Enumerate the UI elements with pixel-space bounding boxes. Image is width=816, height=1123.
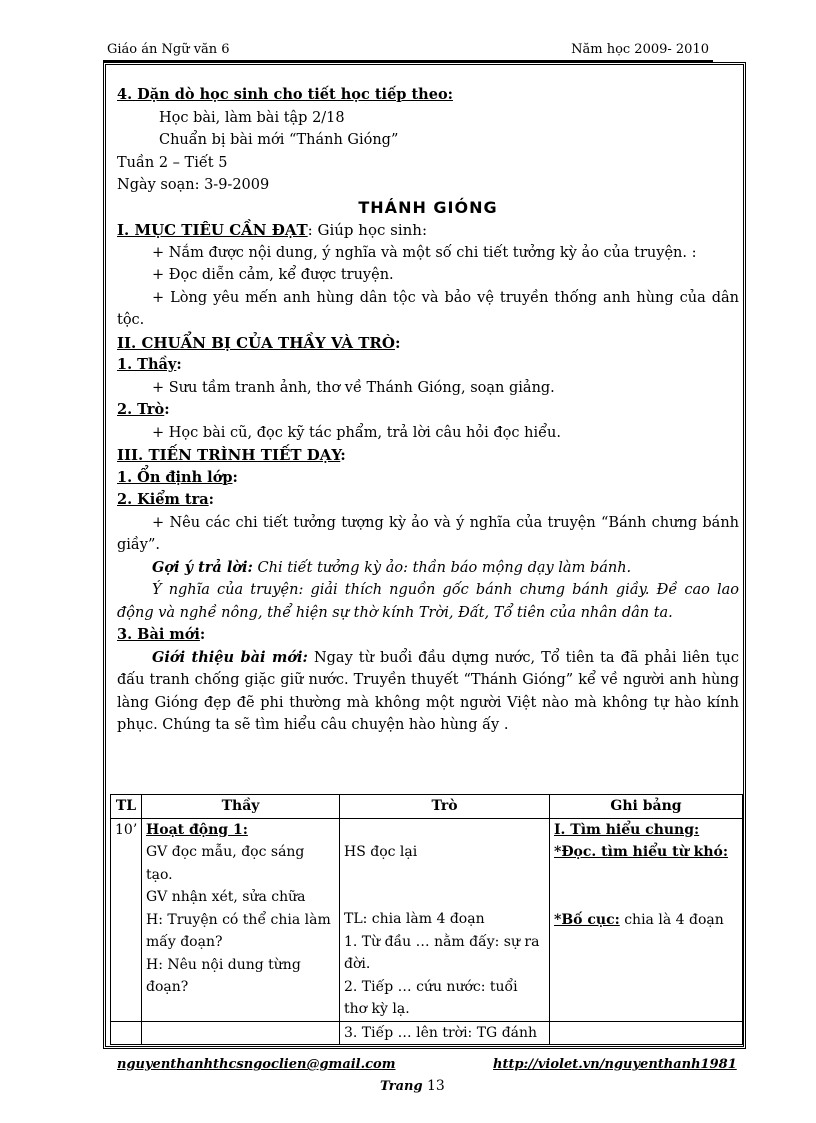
homework-line-2: Chuẩn bị bài mới “Thánh Gióng” xyxy=(159,132,399,148)
table-row xyxy=(111,818,743,1021)
hint-text: Chi tiết tưởng kỳ ảo: thần báo mộng dạy làm bánh. xyxy=(252,559,632,576)
student-line: HS đọc lại xyxy=(344,843,418,860)
table-row xyxy=(111,1021,743,1045)
homework-line-1: Học bài, làm bài tập 2/18 xyxy=(159,109,345,126)
table-header-row xyxy=(111,795,743,819)
teacher-prep-heading: 1. Thầy xyxy=(117,356,177,373)
board-heading: I. Tìm hiểu chung: xyxy=(554,821,700,838)
class-setup-heading: 1. Ổn định lớp xyxy=(117,468,233,486)
time-cell: 10’ xyxy=(111,818,142,1021)
student-prep-heading: 2. Trò xyxy=(117,401,165,418)
col-student: Trò xyxy=(340,795,550,819)
section-1-suffix: : Giúp học sinh: xyxy=(307,221,428,239)
lesson-table xyxy=(110,794,743,1045)
section-1-heading: I. MỤC TIÊU CẦN ĐẠT xyxy=(117,221,308,239)
objective-2: + Đọc diễn cảm, kể được truyện. xyxy=(152,267,394,283)
teacher-line: GV đọc mẫu, đọc sáng tạo. xyxy=(146,844,305,883)
student-line: 3. Tiếp … lên trời: TG đánh xyxy=(340,1021,550,1045)
teacher-prep-item: + Sưu tầm tranh ảnh, thơ về Thánh Gióng, soạn giảng. xyxy=(152,379,555,396)
document-body: 4. Dặn dò học sinh cho tiết học tiếp theo: Học bài, làm bài tập 2/18 Chuẩn bị bài mới “Thánh Gióng” Tuần 2 – Tiết 5 Ngày soạn: 3-9-2009 THÁNH GIÓNG I. MỤC TIÊU CẦN ĐẠT: Giúp học sinh: + Nắm được nội dung, ý nghĩa và một số chi tiết tưởng kỳ ảo của truyện. : + Đọc diễn cảm, kể được truyện. + Lòng yêu mến anh hùng dân tộc và bảo vệ truyền thống anh hùng của dân tộc. II. CHUẨN BỊ CỦA THẦY VÀ TRÒ: 1. Thầy: + Sưu tầm tranh ảnh, thơ về Thánh Gióng, soạn giảng. 2. Trò: + Học bài cũ, đọc kỹ tác phẩm, trả lời câu hỏi đọc hiểu. III. TIẾN TRÌNH TIẾT DẠY: 1. Ổn định lớp: 2. Kiểm tra: + Nêu các chi tiết tưởng tượng kỳ ảo và ý nghĩa của truyện “Bánh chưng bánh giầy”. Gợi ý trả lời: Chi tiết tưởng kỳ ảo: thần báo mộng dạy làm bánh. Ý nghĩa của truyện: giải thích nguồn gốc bánh chưng bánh giầy. Đề cao lao động và nghề nông, thể hiện sự thờ kính Trời, Đất, Tổ tiên của nhân dân ta. 3. Bài mới: Giới thiệu bài mới: Ngay từ buổi đầu dựng nước, Tổ tiên ta đã phải liên tục đấu tranh chống giặc giữ nước. Truyền thuyết “Thánh Gióng” kể về người anh hùng làng Gióng đẹp đẽ phi thường mà không một người Việt nào mà không tự hào kính phục. Chúng ta sẽ tìm hiểu câu chuyện hào hùng ấy . xyxy=(117,86,739,733)
intro-text: Ngay từ buổi đầu dựng nước, Tổ tiên ta đã phải liên tục đấu tranh chống giặc giữ nước. Truyền thuyết “Thánh Gióng” kể về người anh hùng làng Gióng đẹp đẽ phi thường mà không một người Việt nào mà không tự hào kính phục. Chúng ta sẽ tìm hiểu câu chuyện hào hùng ấy . xyxy=(117,649,739,733)
teacher-line: GV nhận xét, sửa chữa xyxy=(146,889,306,905)
lesson-title: THÁNH GIÓNG xyxy=(358,197,498,217)
header-right: Năm học 2009- 2010 xyxy=(571,42,709,57)
objective-1: + Nắm được nội dung, ý nghĩa và một số chi tiết tưởng kỳ ảo của truyện. : xyxy=(152,244,697,261)
intro-label: Giới thiệu bài mới: xyxy=(152,648,308,666)
footer-email[interactable]: nguyenthanhthcsngoclien@gmail.com xyxy=(117,1057,396,1072)
hint-label: Gợi ý trả lời: xyxy=(152,558,253,576)
new-lesson-heading: 3. Bài mới xyxy=(117,626,200,643)
date-info: Ngày soạn: 3-9-2009 xyxy=(117,177,270,193)
page-label: Trang xyxy=(380,1079,423,1094)
student-prep-item: + Học bài cũ, đọc kỹ tác phẩm, trả lời câu hỏi đọc hiểu. xyxy=(152,424,561,441)
meaning-text: Ý nghĩa của truyện: giải thích nguồn gốc bánh chưng bánh giầy. Đề cao lao động và nghề nông, thể hiện sự thờ kính Trời, Đất, Tổ tiên của nhân dân ta. xyxy=(117,582,739,621)
footer-url[interactable]: http://violet.vn/nguyenthanh1981 xyxy=(493,1057,737,1072)
check-question: + Nêu các chi tiết tưởng tượng kỳ ảo và ý nghĩa của truyện “Bánh chưng bánh giầy”. xyxy=(117,514,739,553)
board-structure-label: *Bố cục: xyxy=(554,911,620,928)
board-vocab: *Đọc. tìm hiểu từ khó: xyxy=(554,844,729,860)
section-2-heading: II. CHUẨN BỊ CỦA THẦY VÀ TRÒ xyxy=(117,333,395,352)
activity-heading: Hoạt động 1: xyxy=(146,821,248,838)
objective-3: + Lòng yêu mến anh hùng dân tộc và bảo vệ truyền thống anh hùng của dân tộc. xyxy=(117,289,739,328)
teacher-cell xyxy=(142,818,340,1021)
col-board: Ghi bảng xyxy=(550,795,743,819)
teacher-line: H: Truyện có thể chia làm mấy đoạn? xyxy=(146,911,331,950)
page-num: 13 xyxy=(427,1078,445,1094)
student-line: 1. Từ đầu … nằm đấy: sự ra đời. xyxy=(344,933,540,972)
page-number xyxy=(380,1078,445,1094)
student-cell xyxy=(340,818,550,1021)
section-3-heading: III. TIẾN TRÌNH TIẾT DẠY xyxy=(117,446,341,464)
student-line: TL: chia làm 4 đoạn xyxy=(344,911,485,927)
board-cell xyxy=(550,818,743,1021)
col-time: TL xyxy=(111,795,142,819)
col-teacher: Thầy xyxy=(142,795,340,819)
student-line: 2. Tiếp … cứu nước: tuổi thơ kỳ lạ. xyxy=(344,978,518,1017)
homework-heading: 4. Dặn dò học sinh cho tiết học tiếp theo: xyxy=(117,86,453,103)
header-left: Giáo án Ngữ văn 6 xyxy=(107,42,230,57)
board-structure-text: chia là 4 đoạn xyxy=(619,911,724,928)
check-heading: 2. Kiểm tra xyxy=(117,491,209,508)
week-info: Tuần 2 – Tiết 5 xyxy=(117,154,228,171)
page-header xyxy=(103,38,713,62)
teacher-line: H: Nêu nội dung từng đoạn? xyxy=(146,956,301,995)
